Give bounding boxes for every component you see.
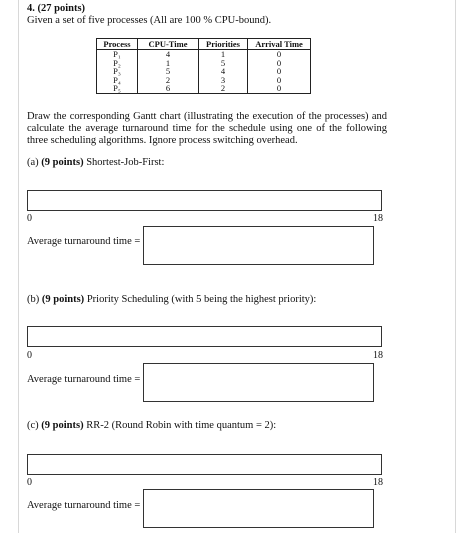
part-a-answer-label: Average turnaround time = <box>27 236 141 247</box>
priority-cell: 3 <box>199 76 248 85</box>
cpu-time-cell: 2 <box>138 76 199 85</box>
question-intro: Given a set of five processes (All are 100 % CPU-bound). <box>27 15 272 26</box>
part-c-heading <box>27 420 276 432</box>
cpu-time-cell: 4 <box>138 50 199 59</box>
priority-cell: 2 <box>199 84 248 93</box>
part-c-axis-end: 18 <box>373 477 383 488</box>
priority-cell: 5 <box>199 59 248 68</box>
header-process: Process <box>97 39 138 50</box>
page-margin-rule-right <box>455 0 456 533</box>
arrival-time-cell: 0 <box>248 84 311 93</box>
question-number: 4. (27 points) <box>27 3 86 14</box>
part-b-axis-end: 18 <box>373 350 383 361</box>
part-b-points: (9 points) <box>41 294 85 305</box>
part-a-axis-start: 0 <box>27 213 32 224</box>
part-c-label: (c) <box>27 420 39 431</box>
part-a-points: (9 points) <box>41 157 84 168</box>
part-c-axis-start: 0 <box>27 477 32 488</box>
part-a-heading <box>27 157 164 169</box>
part-b-heading <box>27 294 316 306</box>
process-name-cell: P₂ <box>97 59 138 68</box>
process-table-header-row <box>97 39 311 50</box>
instructions-paragraph: Draw the corresponding Gantt chart (illustrating the execution of the processes) and calculate the average turnaround time for the schedule using one of the following three scheduling algorithms. Ignore process switching overhead. <box>27 111 387 146</box>
part-c-gantt-chart-box[interactable] <box>27 454 382 475</box>
header-cpu-time: CPU-Time <box>138 39 199 50</box>
page-margin-rule-left <box>18 0 19 533</box>
part-a-answer-box[interactable] <box>143 226 374 265</box>
part-b-answer-box[interactable] <box>143 363 374 402</box>
part-a-title: Shortest-Job-First: <box>86 157 165 168</box>
arrival-time-cell: 0 <box>248 50 311 59</box>
part-c-answer-label: Average turnaround time = <box>27 500 141 511</box>
part-b-axis-start: 0 <box>27 350 32 361</box>
arrival-time-cell: 0 <box>248 67 311 76</box>
priority-cell: 1 <box>199 50 248 59</box>
part-a-axis-end: 18 <box>373 213 383 224</box>
arrival-time-cell: 0 <box>248 59 311 68</box>
header-arrival-time: Arrival Time <box>248 39 311 50</box>
part-c-title: RR-2 (Round Robin with time quantum = 2): <box>86 420 277 431</box>
process-table <box>96 38 311 94</box>
cpu-time-cell: 1 <box>138 59 199 68</box>
part-a-label: (a) <box>27 157 39 168</box>
part-c-answer-box[interactable] <box>143 489 374 528</box>
arrival-time-cell: 0 <box>248 76 311 85</box>
process-name-cell: P₁ <box>97 50 138 59</box>
cpu-time-cell: 5 <box>138 67 199 76</box>
process-name-cell: P₄ <box>97 76 138 85</box>
part-b-title: Priority Scheduling (with 5 being the highest priority): <box>86 294 317 305</box>
part-a-gantt-chart-box[interactable] <box>27 190 382 211</box>
table-row <box>97 84 311 93</box>
part-b-label: (b) <box>27 294 40 305</box>
part-c-points: (9 points) <box>41 420 84 431</box>
process-name-cell: P₃ <box>97 67 138 76</box>
priority-cell: 4 <box>199 67 248 76</box>
process-name-cell: P₅ <box>97 84 138 93</box>
cpu-time-cell: 6 <box>138 84 199 93</box>
part-b-answer-label: Average turnaround time = <box>27 374 141 385</box>
header-priorities: Priorities <box>199 39 248 50</box>
part-b-gantt-chart-box[interactable] <box>27 326 382 347</box>
